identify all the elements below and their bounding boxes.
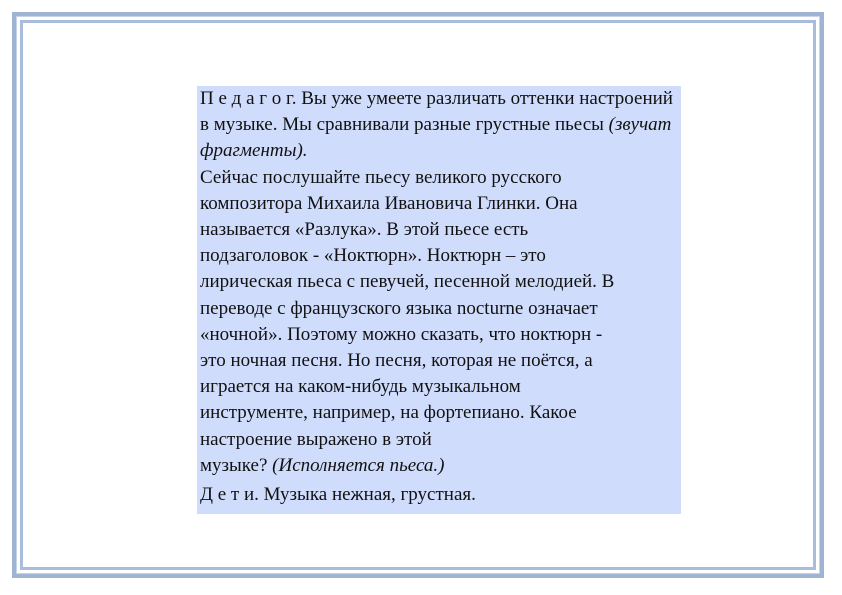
dialogue-text-box <box>197 86 681 514</box>
teacher-line: играется на каком-нибудь музыкальном <box>200 376 521 398</box>
teacher-text-intro: Вы уже умеете различать оттенки настроений в музыке. Мы сравнивали разные грустные пьесы <box>200 88 673 136</box>
teacher-line: подзаголовок - «Ноктюрн». Ноктюрн – это <box>200 245 546 267</box>
teacher-line: это ночная песня. Но песня, которая не поётся, а <box>200 350 593 372</box>
children-paragraph <box>200 482 681 508</box>
teacher-paragraph <box>200 86 681 165</box>
teacher-paragraph-continued <box>200 165 681 479</box>
children-text: Музыка нежная, грустная. <box>258 484 476 506</box>
children-speaker: Д е т и. <box>200 484 259 506</box>
teacher-line: переводе с французского языка nocturne означает <box>200 297 598 319</box>
teacher-line: настроение выражено в этой <box>200 428 432 450</box>
teacher-line: композитора Михаила Ивановича Глинки. Она <box>200 192 578 214</box>
stage-direction-performance: (Исполняется пьеса.) <box>272 454 445 476</box>
stage-direction-fragments: (звучат фрагменты). <box>200 114 672 162</box>
teacher-speaker: П е д а г о г. <box>200 88 297 109</box>
teacher-final-text: музыке? <box>200 454 273 476</box>
teacher-line: инструменте, например, на фортепиано. Какое <box>200 402 577 424</box>
teacher-line: лирическая пьеса с певучей, песенной мелодией. В <box>200 271 615 293</box>
teacher-line: «ночной». Поэтому можно сказать, что ноктюрн - <box>200 323 603 345</box>
teacher-line: называется «Разлука». В этой пьесе есть <box>200 219 529 241</box>
teacher-line: Сейчас послушайте пьесу великого русского <box>200 166 562 188</box>
